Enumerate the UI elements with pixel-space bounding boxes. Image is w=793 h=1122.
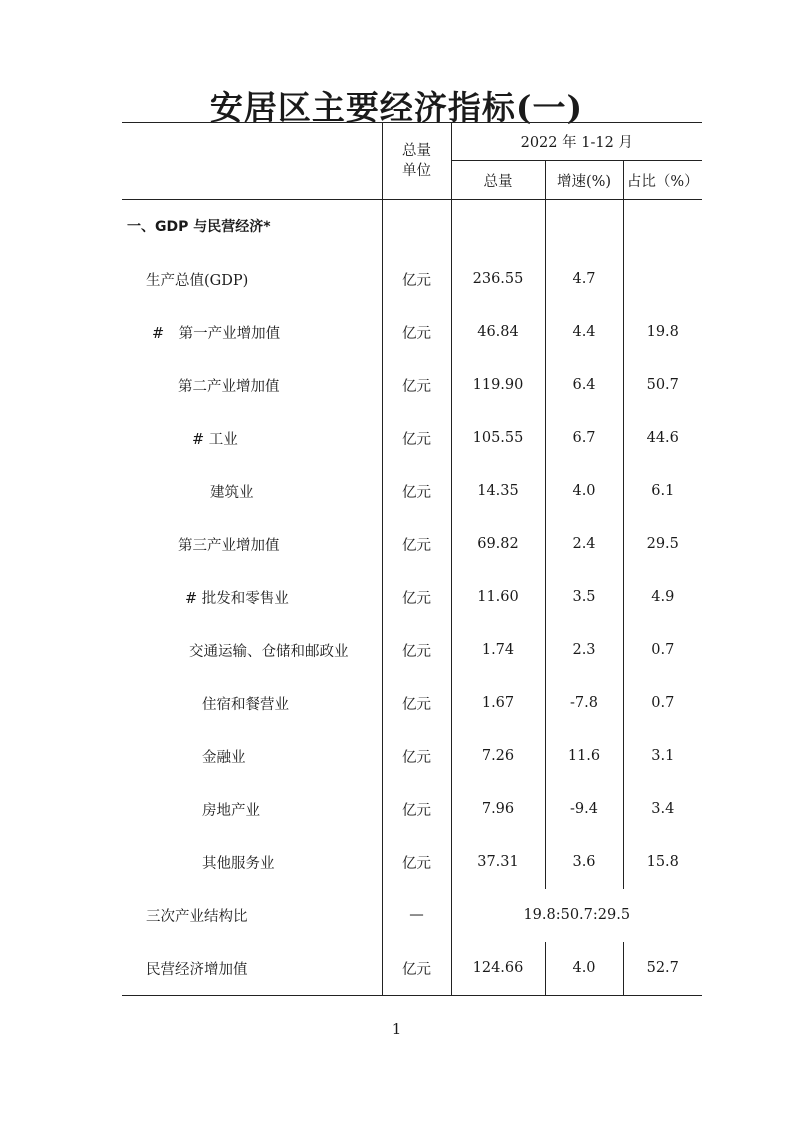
row-growth: 3.5 xyxy=(545,571,623,624)
row-total: 124.66 xyxy=(451,942,545,996)
structure-row xyxy=(122,889,702,942)
table-row xyxy=(122,412,702,465)
row-unit: 亿元 xyxy=(382,465,451,518)
row-label: # 第一产业增加值 xyxy=(152,325,281,342)
row-share: 52.7 xyxy=(623,942,702,996)
row-growth: -7.8 xyxy=(545,677,623,730)
row-label: 房地产业 xyxy=(202,802,260,819)
table-row xyxy=(122,836,702,889)
row-total: 37.31 xyxy=(451,836,545,889)
table-row xyxy=(122,465,702,518)
row-total: 14.35 xyxy=(451,465,545,518)
row-label: 第三产业增加值 xyxy=(178,537,280,554)
row-label: 第二产业增加值 xyxy=(178,378,280,395)
row-growth: 3.6 xyxy=(545,836,623,889)
row-label: # 工业 xyxy=(192,431,238,448)
row-unit: 亿元 xyxy=(382,518,451,571)
section-row xyxy=(122,200,702,253)
structure-value: 19.8:50.7:29.5 xyxy=(451,889,702,942)
row-growth: 4.0 xyxy=(545,465,623,518)
table-row xyxy=(122,518,702,571)
row-label: 交通运输、仓储和邮政业 xyxy=(189,643,349,660)
row-total: 1.74 xyxy=(451,624,545,677)
row-growth: 4.0 xyxy=(545,942,623,996)
row-label: 其他服务业 xyxy=(202,855,275,872)
row-total: 1.67 xyxy=(451,677,545,730)
page-title: 安居区主要经济指标(一) xyxy=(209,88,584,127)
structure-label: 三次产业结构比 xyxy=(146,908,248,925)
row-unit: 亿元 xyxy=(382,836,451,889)
header-col-share: 占比（%） xyxy=(623,161,702,200)
table-row xyxy=(122,306,702,359)
header-col-total: 总量 xyxy=(451,161,545,200)
row-share xyxy=(623,253,702,306)
row-growth: 2.4 xyxy=(545,518,623,571)
table-row xyxy=(122,253,702,306)
row-unit: 亿元 xyxy=(382,306,451,359)
header-period: 2022 年 1-12 月 xyxy=(451,123,702,161)
row-total: 69.82 xyxy=(451,518,545,571)
row-label: # 批发和零售业 xyxy=(185,590,289,607)
row-share: 0.7 xyxy=(623,677,702,730)
row-total: 7.26 xyxy=(451,730,545,783)
row-share: 50.7 xyxy=(623,359,702,412)
indicator-table xyxy=(122,122,702,996)
row-label: 民营经济增加值 xyxy=(122,942,382,996)
row-unit: 亿元 xyxy=(382,783,451,836)
row-share: 3.1 xyxy=(623,730,702,783)
row-unit: 亿元 xyxy=(382,624,451,677)
header-row-1 xyxy=(122,123,702,161)
row-share: 19.8 xyxy=(623,306,702,359)
header-blank xyxy=(122,123,382,200)
row-share: 4.9 xyxy=(623,571,702,624)
row-total: 236.55 xyxy=(451,253,545,306)
header-unit-line1: 总量 xyxy=(402,143,431,159)
table-row xyxy=(122,624,702,677)
row-share: 44.6 xyxy=(623,412,702,465)
row-growth: 11.6 xyxy=(545,730,623,783)
section-label: 一、GDP 与民营经济* xyxy=(127,219,271,236)
row-share: 29.5 xyxy=(623,518,702,571)
private-economy-row xyxy=(122,942,702,996)
row-total: 7.96 xyxy=(451,783,545,836)
row-label: 生产总值(GDP) xyxy=(146,272,249,289)
row-growth: 4.7 xyxy=(545,253,623,306)
row-growth: 4.4 xyxy=(545,306,623,359)
row-unit: 亿元 xyxy=(382,730,451,783)
table-row xyxy=(122,783,702,836)
row-growth: 6.7 xyxy=(545,412,623,465)
row-growth: -9.4 xyxy=(545,783,623,836)
page-number: 1 xyxy=(391,1020,402,1038)
header-unit-line2: 单位 xyxy=(402,163,431,179)
table-row xyxy=(122,730,702,783)
row-label: 建筑业 xyxy=(210,484,254,501)
row-label: 住宿和餐营业 xyxy=(202,696,289,713)
row-total: 119.90 xyxy=(451,359,545,412)
row-share: 3.4 xyxy=(623,783,702,836)
row-growth: 6.4 xyxy=(545,359,623,412)
header-col-growth: 增速(%) xyxy=(545,161,623,200)
row-label: 金融业 xyxy=(202,749,246,766)
structure-unit: — xyxy=(382,889,451,942)
row-unit: 亿元 xyxy=(382,412,451,465)
row-unit: 亿元 xyxy=(382,942,451,996)
row-unit: 亿元 xyxy=(382,253,451,306)
row-total: 46.84 xyxy=(451,306,545,359)
row-unit: 亿元 xyxy=(382,571,451,624)
row-growth: 2.3 xyxy=(545,624,623,677)
row-unit: 亿元 xyxy=(382,677,451,730)
table-row xyxy=(122,677,702,730)
table-row xyxy=(122,571,702,624)
row-share: 6.1 xyxy=(623,465,702,518)
row-total: 11.60 xyxy=(451,571,545,624)
row-unit: 亿元 xyxy=(382,359,451,412)
row-share: 15.8 xyxy=(623,836,702,889)
table-row xyxy=(122,359,702,412)
row-share: 0.7 xyxy=(623,624,702,677)
row-total: 105.55 xyxy=(451,412,545,465)
header-unit xyxy=(382,123,451,200)
